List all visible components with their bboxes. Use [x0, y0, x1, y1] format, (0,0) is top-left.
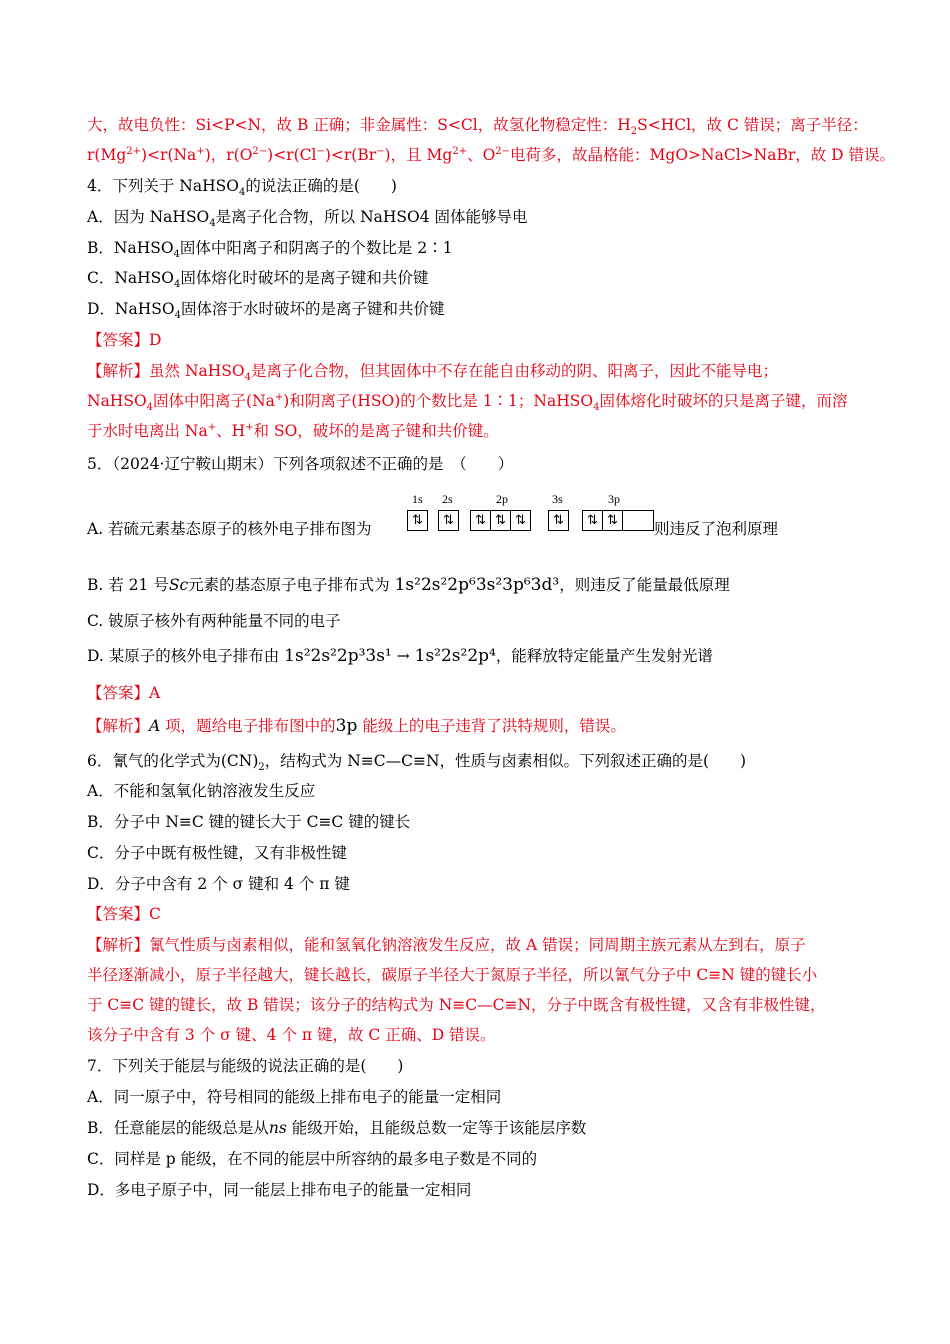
q4-option-b: B．NaHSO$_4$固体中阳离子和阴离子的个数比是 2∶1: [87, 239, 453, 261]
orbital-label-1s: 1s: [412, 492, 423, 506]
q6-explanation-line-4: 该分子中含有 3 个 σ 键、4 个 π 键，故 C 正确、D 错误。: [87, 1026, 496, 1044]
q5-option-b: B. 若 21 号Sc元素的基态原子电子排布式为 1s²2s²2p⁶3s²3p⁶3d³，则违反了能量最低原理: [87, 575, 730, 595]
empty-orbital-box: [623, 511, 653, 530]
q6-answer: 【答案】C: [87, 905, 161, 923]
q7-option-c: C．同样是 p 能级，在不同的能层中所容纳的最多电子数是不同的: [87, 1150, 538, 1168]
paired-arrows-icon: ⇅: [515, 513, 526, 528]
q5-option-c: C. 铍原子核外有两种能量不同的电子: [87, 612, 341, 630]
orbital-label-3s: 3s: [552, 492, 563, 506]
paired-arrows-icon: ⇅: [471, 511, 491, 530]
paired-arrows-icon: ⇅: [603, 511, 623, 530]
q5-option-a: A. 若硫元素基态原子的核外电子排布图为: [87, 520, 372, 538]
q3-explanation-line-1: 大，故电负性：Si<P<N，故 B 正确；非金属性：S<Cl，故氢化物稳定性：$H_2S<HCl$，故 C 错误；离子半径：: [87, 116, 868, 138]
q5-answer: 【答案】A: [87, 684, 161, 702]
orbital-diagram: [405, 492, 650, 532]
q6-option-c: C．分子中既有极性键，又有非极性键: [87, 844, 347, 862]
q7-option-d: D．多电子原子中，同一能层上排布电子的能量一定相同: [87, 1181, 472, 1199]
q4-stem: 4．下列关于 NaHSO$_4$的说法正确的是( ): [87, 177, 397, 199]
paired-arrows-icon: ⇅: [583, 511, 603, 530]
orbital-box-1s: [407, 510, 428, 531]
q3-explanation-line-2: $r(Mg^{2+})<r(Na^+)$，$r(O^{2-})<r(Cl^-)<r(Br^-)$，且 $Mg^{2+}$、$O^{2-}$电荷多，故晶格能：MgO>NaCl>NaBr，故 D 错误。: [87, 145, 896, 164]
orbital-label-3p: 3p: [608, 492, 620, 506]
q6-option-d: D．分子中含有 2 个 σ 键和 4 个 π 键: [87, 875, 350, 893]
q5-stem: 5．（2024·辽宁鞍山期末）下列各项叙述不正确的是 （ ）: [87, 455, 514, 473]
q6-option-a: A．不能和氢氧化钠溶液发生反应: [87, 782, 316, 800]
q4-explanation-line-1: 【解析】虽然 NaHSO$_4$是离子化合物，但其固体中不存在能自由移动的阴、阳离子，因此不能导电；: [87, 362, 778, 384]
q4-option-c: C．NaHSO$_4$固体熔化时破坏的是离子键和共价键: [87, 269, 429, 291]
q6-explanation-line-1: 【解析】氰气性质与卤素相似，能和氢氧化钠溶液发生反应，故 A 错误；同周期主族元素从左到右，原子: [87, 936, 806, 954]
q4-answer: 【答案】D: [87, 331, 162, 349]
q4-option-a: A．因为 NaHSO$_4$是离子化合物，所以 NaHSO4 固体能够导电: [87, 208, 528, 230]
q5-option-d: D. 某原子的核外电子排布由 1s²2s²2p³3s¹ → 1s²2s²2p⁴，能释放特定能量产生发射光谱: [87, 646, 713, 666]
q7-option-b: B．任意能层的能级总是从ns 能级开始，且能级总数一定等于该能层序数: [87, 1119, 587, 1137]
q6-explanation-line-2: 半径逐渐减小，原子半径越大，键长越长，碳原子半径大于氮原子半径，所以氰气分子中 C≡N 键的键长小: [87, 966, 818, 984]
q4-explanation-line-3: 于水时电离出 Na+、H+和 SO，破坏的是离子键和共价键。: [87, 421, 499, 440]
q7-option-a: A．同一原子中，符号相同的能级上排布电子的能量一定相同: [87, 1088, 502, 1106]
orbital-box-2p: [470, 510, 531, 531]
orbital-box-2s: [438, 510, 459, 531]
paired-arrows-icon: ⇅: [491, 511, 511, 530]
paired-arrows-icon: ⇅: [443, 513, 454, 528]
q6-option-b: B．分子中 N≡C 键的键长大于 C≡C 键的键长: [87, 813, 411, 831]
q5-option-a-tail: 则违反了泡利原理: [654, 520, 779, 538]
orbital-label-2p: 2p: [496, 492, 508, 506]
q4-explanation-line-2: NaHSO$_4$固体中阳离子(Na+)和阴离子(HSO)的个数比是 1∶1；NaHSO$_4$固体熔化时破坏的只是离子键，而溶: [87, 391, 848, 414]
q7-stem: 7．下列关于能层与能级的说法正确的是( ): [87, 1057, 404, 1075]
q5-explanation: 【解析】A 项，题给电子排布图中的3p 能级上的电子违背了洪特规则，错误。: [87, 716, 626, 736]
orbital-label-2s: 2s: [442, 492, 453, 506]
q6-explanation-line-3: 于 C≡C 键的键长，故 B 错误；该分子的结构式为 N≡C—C≡N，分子中既含有极性键，又含有非极性键，: [87, 996, 826, 1014]
paired-arrows-icon: ⇅: [412, 513, 423, 528]
paired-arrows-icon: ⇅: [553, 513, 564, 528]
orbital-box-3s: [548, 510, 569, 531]
orbital-box-3p: [582, 510, 654, 531]
q4-option-d: D．NaHSO$_4$固体溶于水时破坏的是离子键和共价键: [87, 300, 445, 322]
q6-stem: 6．氰气的化学式为$(CN)_2$，结构式为 N≡C—C≡N，性质与卤素相似。下列叙述正确的是( ): [87, 752, 747, 774]
